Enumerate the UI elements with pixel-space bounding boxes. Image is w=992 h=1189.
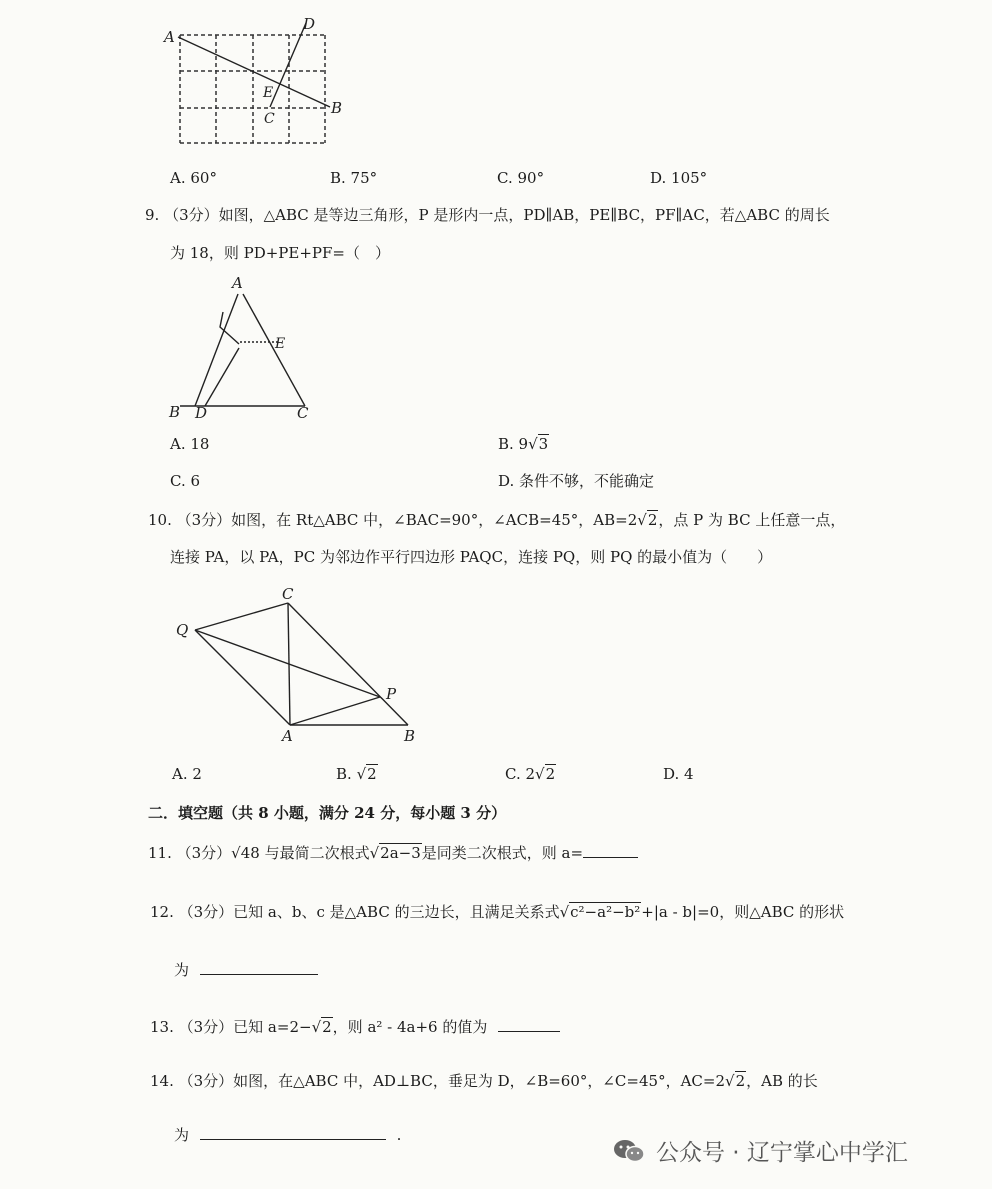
q13-radicand: 2 bbox=[322, 1018, 332, 1036]
q10-option-b: B. √2 bbox=[336, 765, 377, 783]
q9-option-a: A. 18 bbox=[170, 435, 210, 453]
q13-text-a: 13. （3分）已知 a=2− bbox=[150, 1018, 312, 1036]
q11-text-a: 11. （3分）√48 与最简二次根式 bbox=[148, 844, 370, 862]
q9-option-b: B. 9√3 bbox=[498, 435, 549, 453]
q10-option-a: A. 2 bbox=[172, 765, 202, 783]
segment-ab bbox=[178, 37, 330, 107]
q9-option-b-prefix: B. 9 bbox=[498, 435, 529, 453]
q10-line-2: 连接 PA，以 PA，PC 为邻边作平行四边形 PAQC，连接 PQ，则 PQ 的最小值为（ ） bbox=[170, 548, 773, 566]
q10-parallelogram-figure bbox=[170, 585, 430, 745]
fig10-label-p: P bbox=[386, 685, 397, 703]
segment-qp bbox=[195, 630, 380, 697]
watermark bbox=[612, 1134, 908, 1167]
fig8-label-e: E bbox=[263, 85, 274, 101]
fig10-label-b: B bbox=[404, 727, 416, 745]
q12: 12. （3分）已知 a、b、c 是△ABC 的三边长，且满足关系式√c²−a²−b²+|a - b|=0，则△ABC 的形状 bbox=[150, 903, 845, 921]
q10-option-c-prefix: C. 2 bbox=[505, 765, 536, 783]
q10-option-c: C. 2√2 bbox=[505, 765, 556, 783]
q13-answer-blank[interactable] bbox=[498, 1031, 560, 1032]
q8-option-b: B. 75° bbox=[330, 169, 378, 187]
q12-answer-blank[interactable] bbox=[200, 974, 318, 975]
q9-line-1: 9. （3分）如图，△ABC 是等边三角形，P 是形内一点，PD∥AB，PE∥BC，PF∥AC，若△ABC 的周长 bbox=[145, 206, 830, 224]
side-ab bbox=[195, 294, 238, 406]
q12-line-2 bbox=[174, 963, 318, 978]
q14-answer-blank[interactable] bbox=[200, 1139, 386, 1140]
q11-text-b: 是同类二次根式，则 a= bbox=[421, 844, 584, 862]
q9-option-b-radicand: 3 bbox=[538, 435, 549, 453]
q13-text-b: ，则 a² - 4a+6 的值为 bbox=[332, 1018, 488, 1036]
fig9-label-a: A bbox=[232, 274, 243, 292]
q10-line-1: 10. （3分）如图，在 Rt△ABC 中，∠BAC=90°，∠ACB=45°，AB=2√2，点 P 为 BC 上任意一点， bbox=[148, 511, 846, 529]
q14: 14. （3分）如图，在△ABC 中，AD⊥BC，垂足为 D，∠B=60°，∠C=45°，AC=2√2，AB 的长 bbox=[150, 1072, 818, 1090]
section-2-heading: 二．填空题（共 8 小题，满分 24 分，每小题 3 分） bbox=[148, 804, 507, 822]
q10-option-b-prefix: B. bbox=[336, 765, 357, 783]
q8-option-c: C. 90° bbox=[497, 169, 545, 187]
fig9-label-e: E bbox=[275, 336, 286, 352]
q10-option-d: D. 4 bbox=[663, 765, 694, 783]
fig8-label-c: C bbox=[264, 111, 275, 127]
fig10-label-a: A bbox=[282, 727, 293, 745]
q10-line-1-b: ，点 P 为 BC 上任意一点， bbox=[658, 511, 846, 529]
segment-qc bbox=[195, 603, 288, 630]
fig10-label-c: C bbox=[282, 585, 294, 603]
q14-text-b: ，AB 的长 bbox=[746, 1072, 818, 1090]
q12-text-b: +|a - b|=0，则△ABC 的形状 bbox=[641, 903, 845, 921]
fig10-label-q: Q bbox=[176, 621, 189, 639]
q9-triangle-figure bbox=[165, 272, 325, 422]
q10-option-c-radicand: 2 bbox=[545, 765, 556, 783]
q14-text-a: 14. （3分）如图，在△ABC 中，AD⊥BC，垂足为 D，∠B=60°，∠C=45°，AC=2 bbox=[150, 1072, 725, 1090]
q11-answer-blank[interactable] bbox=[583, 857, 638, 858]
q9-option-d: D. 条件不够，不能确定 bbox=[498, 472, 655, 490]
wechat-icon bbox=[612, 1137, 646, 1165]
q8-option-a: A. 60° bbox=[170, 169, 217, 187]
segment-qa bbox=[195, 630, 290, 725]
q12-line-2-text: 为 bbox=[174, 961, 190, 979]
q8-option-d: D. 105° bbox=[650, 169, 708, 187]
q9-option-c: C. 6 bbox=[170, 472, 201, 490]
fig9-label-c: C bbox=[297, 404, 309, 422]
q14-line-2-text: 为 bbox=[174, 1126, 190, 1144]
side-ac bbox=[243, 294, 305, 406]
segment-pd bbox=[205, 348, 239, 406]
q10-option-b-radicand: 2 bbox=[367, 765, 377, 783]
q11: 11. （3分）√48 与最简二次根式√2a−3是同类二次根式，则 a= bbox=[148, 846, 638, 861]
fig8-label-a: A bbox=[164, 28, 175, 46]
fig8-label-d: D bbox=[303, 15, 316, 33]
q13: 13. （3分）已知 a=2−√2，则 a² - 4a+6 的值为 bbox=[150, 1020, 560, 1035]
q8-grid-figure bbox=[160, 15, 360, 155]
q11-radicand: 2a−3 bbox=[380, 844, 421, 862]
q12-radicand: c²−a²−b² bbox=[570, 903, 641, 921]
q14-line-2 bbox=[174, 1128, 401, 1143]
q14-end-mark: . bbox=[396, 1126, 402, 1144]
fig8-label-b: B bbox=[331, 99, 343, 117]
q9-line-2: 为 18，则 PD+PE+PF=（ ） bbox=[170, 244, 390, 262]
q12-text-a: 12. （3分）已知 a、b、c 是△ABC 的三边长，且满足关系式 bbox=[150, 903, 560, 921]
q10-line-1-a: 10. （3分）如图，在 Rt△ABC 中，∠BAC=90°，∠ACB=45°，AB=2 bbox=[148, 511, 638, 529]
segment-ap bbox=[290, 697, 380, 725]
q10-line-1-radicand: 2 bbox=[647, 511, 658, 529]
q14-radicand: 2 bbox=[735, 1072, 746, 1090]
watermark-text: 公众号 · 辽宁掌心中学汇 bbox=[656, 1140, 908, 1166]
fig9-label-b: B bbox=[169, 403, 181, 421]
fig9-label-d: D bbox=[195, 404, 208, 422]
